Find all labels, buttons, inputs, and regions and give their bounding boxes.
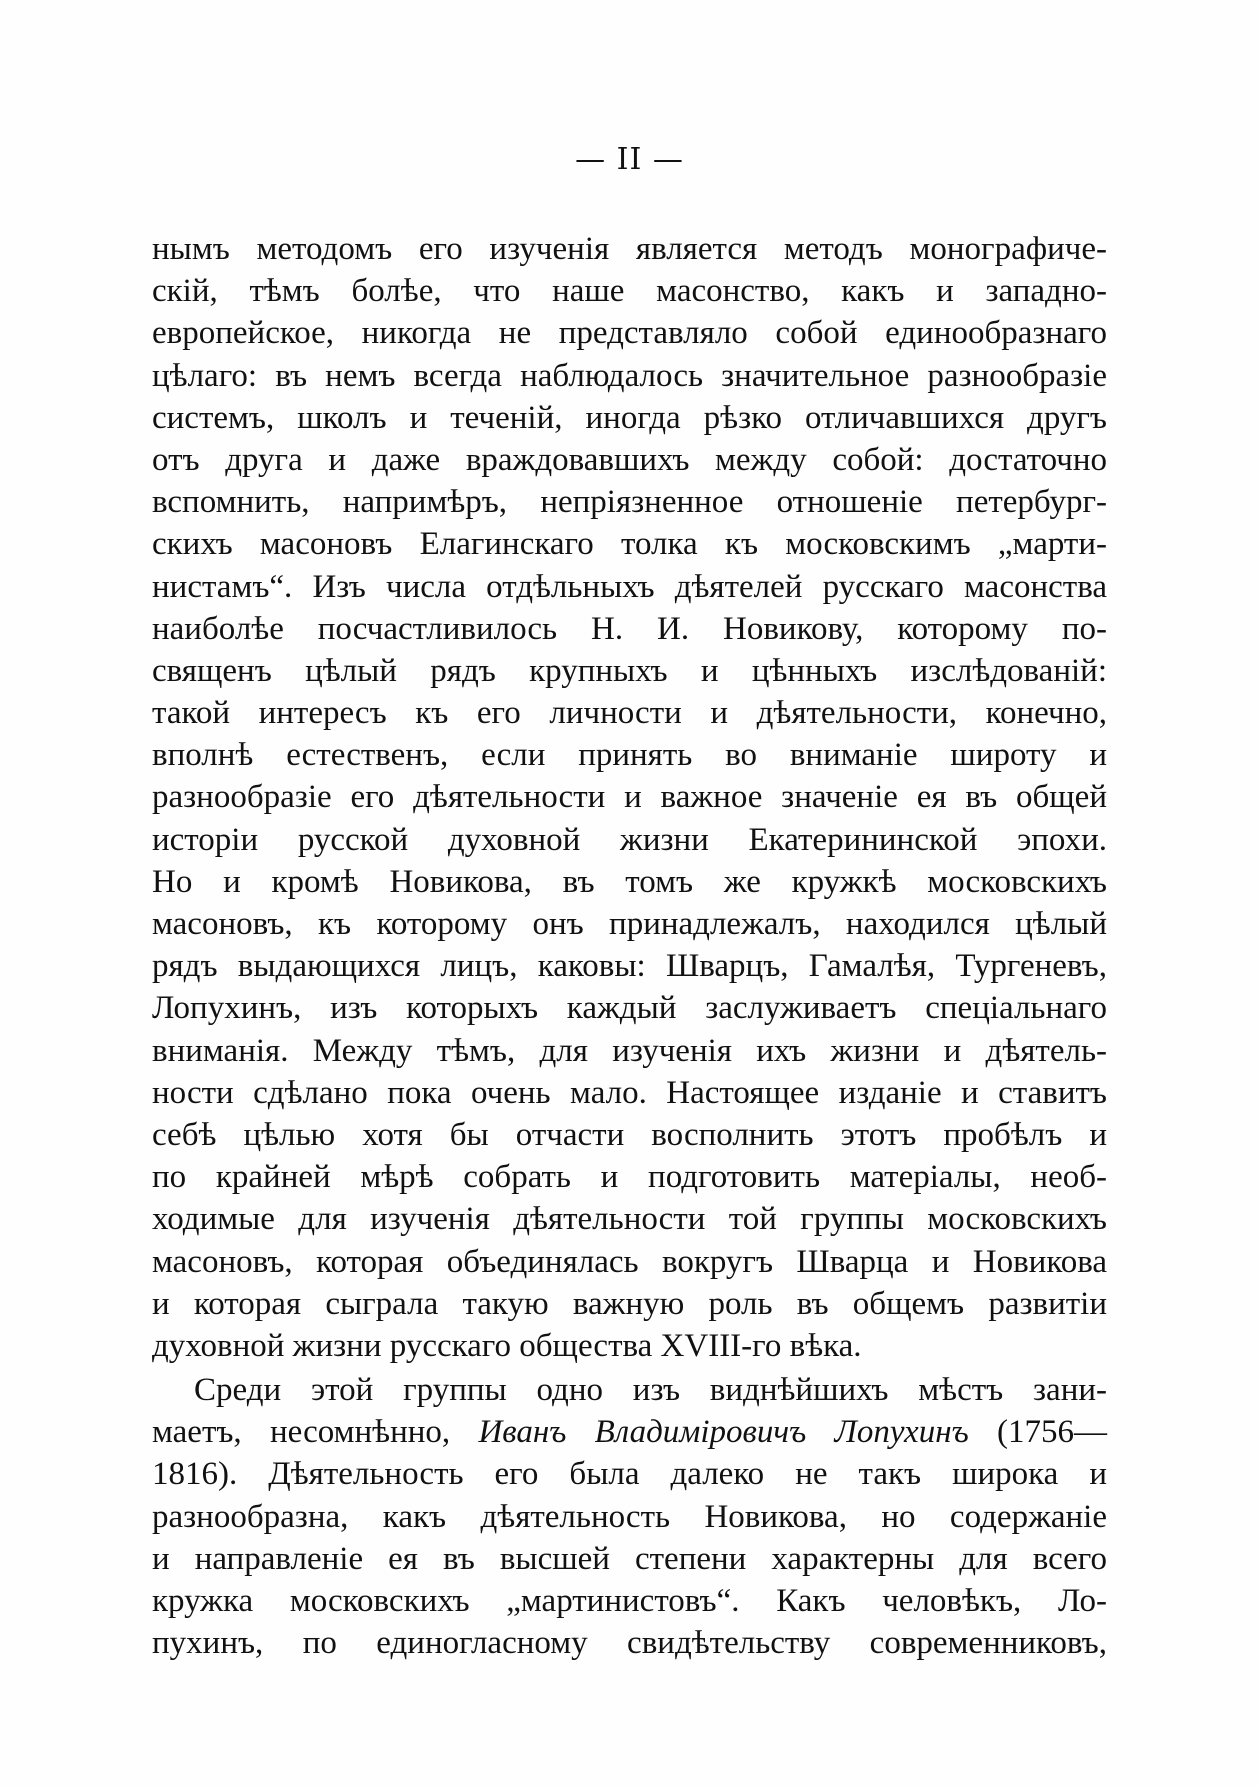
text-line: разнообразна, какъ дѣятельность Новикова, но содержаніе <box>152 1498 1107 1535</box>
text-fragment: маетъ, несомнѣнно, <box>152 1414 479 1451</box>
text-line: исторіи русской духовной жизни Екатерининской эпохи. <box>152 821 1107 858</box>
text-line-with-name <box>152 1411 1107 1453</box>
life-dates: (1756— <box>968 1414 1107 1451</box>
text-line: рядъ выдающихся лицъ, каковы: Шварцъ, Гамалѣя, Тургеневъ, <box>152 948 1107 985</box>
person-name: Иванъ Владиміровичъ Лопухинъ <box>478 1414 969 1451</box>
text-line: вниманія. Между тѣмъ, для изученія ихъ жизни и дѣятель- <box>152 1032 1107 1069</box>
text-line: наиболѣе посчастливилось Н. И. Новикову, которому по- <box>152 610 1107 647</box>
text-line: и которая сыграла такую важную роль въ общемъ развитіи <box>152 1285 1107 1322</box>
text-line: вспомнить, напримѣръ, непріязненное отношеніе петербург- <box>152 484 1107 521</box>
text-line: системъ, школъ и теченій, иногда рѣзко отличавшихся другъ <box>152 399 1107 436</box>
text-line: кружка московскихъ „мартинистовъ“. Какъ человѣкъ, Ло- <box>152 1583 1107 1619</box>
text-line: ности сдѣлано пока очень мало. Настоящее изданіе и ставитъ <box>152 1074 1107 1111</box>
body-text <box>152 228 1107 1664</box>
text-line: 1816). Дѣятельность его была далеко не такъ широка и <box>152 1456 1107 1493</box>
page-number: — II — <box>575 142 684 177</box>
text-line: духовной жизни русскаго общества XVIII-го вѣка. <box>152 1327 862 1364</box>
text-line: и направленіе ея въ высшей степени характерны для всего <box>152 1540 1107 1577</box>
text-line: Но и кромѣ Новикова, въ томъ же кружкѣ московскихъ <box>152 863 1107 900</box>
text-line: цѣлаго: въ немъ всегда наблюдалось значительное разнообразіе <box>152 357 1107 394</box>
text-line: такой интересъ къ его личности и дѣятельности, конечно, <box>152 695 1107 732</box>
text-line: скій, тѣмъ болѣе, что наше масонство, какъ и западно- <box>152 273 1107 310</box>
text-line: масоновъ, которая объединялась вокругъ Шварца и Новикова <box>152 1243 1107 1280</box>
paragraph-2 <box>152 1369 1107 1664</box>
text-line: нымъ методомъ его изученія является методъ монографиче- <box>152 231 1107 267</box>
text-line: скихъ масоновъ Елагинскаго толка къ московскимъ „марти- <box>152 526 1107 563</box>
text-line: пухинъ, по единогласному свидѣтельству современниковъ, <box>152 1625 1107 1662</box>
text-line: себѣ цѣлью хотя бы отчасти восполнить этотъ пробѣлъ и <box>152 1116 1107 1153</box>
text-line: ходимые для изученія дѣятельности той группы московскихъ <box>152 1201 1107 1238</box>
text-line: масоновъ, къ которому онъ принадлежалъ, находился цѣлый <box>152 906 1107 942</box>
text-line: по крайней мѣрѣ собрать и подготовить матеріалы, необ- <box>152 1159 1107 1196</box>
text-line: европейское, никогда не представляло собой единообразнаго <box>152 315 1107 352</box>
text-line: Лопухинъ, изъ которыхъ каждый заслуживаетъ спеціальнаго <box>152 990 1107 1027</box>
text-line: разнообразіе его дѣятельности и важное значеніе ея въ общей <box>152 779 1107 816</box>
text-line: нистамъ“. Изъ числа отдѣльныхъ дѣятелей русскаго масонства <box>152 568 1107 605</box>
text-line: Среди этой группы одно изъ виднѣйшихъ мѣстъ зани- <box>194 1372 1107 1409</box>
paragraph-1 <box>152 228 1107 1367</box>
text-line: отъ друга и даже враждовавшихъ между собой: достаточно <box>152 441 1107 478</box>
text-line: священъ цѣлый рядъ крупныхъ и цѣнныхъ изслѣдованій: <box>152 652 1107 689</box>
text-line: вполнѣ естественъ, если принять во вниманіе широту и <box>152 737 1107 774</box>
